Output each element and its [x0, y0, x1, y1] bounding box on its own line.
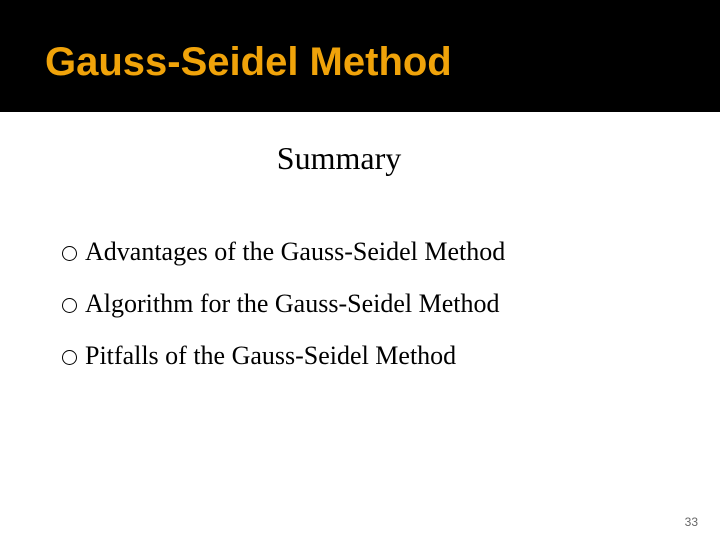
title-bar	[0, 0, 720, 112]
hollow-circle-bullet-icon	[62, 298, 77, 313]
hollow-circle-bullet-icon	[62, 350, 77, 365]
bullet-item-algorithm	[62, 278, 505, 330]
bullet-item-advantages	[62, 226, 505, 278]
bullet-list	[62, 226, 505, 382]
bullet-item-pitfalls	[62, 330, 505, 382]
slide-subtitle: Summary	[276, 140, 402, 176]
slide-title: Gauss-Seidel Method	[45, 40, 452, 84]
bullet-text: Algorithm for the Gauss-Seidel Method	[85, 289, 500, 318]
bullet-text: Advantages of the Gauss-Seidel Method	[85, 237, 506, 266]
hollow-circle-bullet-icon	[62, 246, 77, 261]
bullet-text: Pitfalls of the Gauss-Seidel Method	[85, 341, 457, 370]
page-number: 33	[684, 515, 698, 529]
